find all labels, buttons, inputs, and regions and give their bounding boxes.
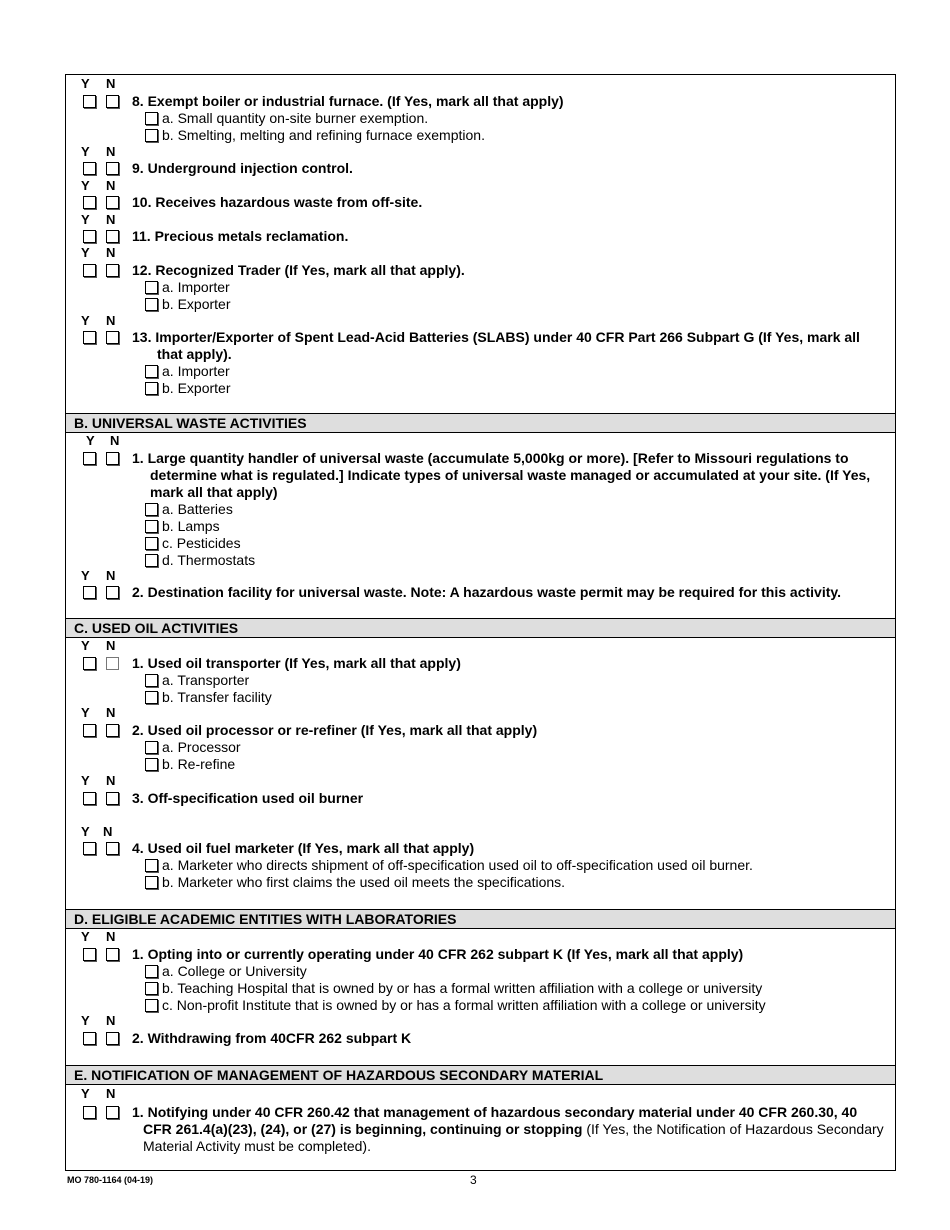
yes-header: Y — [81, 1086, 90, 1101]
section-b-item-1-label-line3: mark all that apply) — [150, 484, 278, 500]
item-13a-label: a. Importer — [162, 363, 230, 379]
section-b-item-1b-checkbox[interactable] — [145, 520, 158, 533]
section-b-item-2-label: 2. Destination facility for universal waste. Note: A hazardous waste permit may be required for this activity. — [132, 584, 842, 600]
no-header: N — [106, 76, 116, 91]
item-12b-label: b. Exporter — [162, 296, 231, 312]
section-c-item-3-no-checkbox[interactable] — [106, 792, 119, 805]
section-c-item-1b-checkbox[interactable] — [145, 691, 158, 704]
section-b-item-2-yes-checkbox[interactable] — [83, 586, 96, 599]
item-8b-checkbox[interactable] — [145, 129, 158, 142]
section-c-item-1a-checkbox[interactable] — [145, 674, 158, 687]
item-12a-checkbox[interactable] — [145, 281, 158, 294]
no-header: N — [106, 1013, 116, 1028]
section-c-item-3-label: 3. Off-specification used oil burner — [132, 790, 364, 806]
section-c-item-4a-label: a. Marketer who directs shipment of off-specification used oil to off-specification used oil burner. — [162, 857, 753, 873]
item-8a-label: a. Small quantity on-site burner exemption. — [162, 110, 429, 126]
section-c-item-2-label: 2. Used oil processor or re-refiner (If Yes, mark all that apply) — [132, 722, 538, 738]
section-b-item-1-label-line1: 1. Large quantity handler of universal waste (accumulate 5,000kg or more). [Refer to Missouri regulations to — [132, 450, 849, 466]
item-10-no-checkbox[interactable] — [106, 196, 119, 209]
section-e-item-1-label-line3: Material Activity must be completed). — [143, 1138, 371, 1154]
item-8a-checkbox[interactable] — [145, 112, 158, 125]
section-c-item-1b-label: b. Transfer facility — [162, 689, 272, 705]
section-d-item-1b-label: b. Teaching Hospital that is owned by or has a formal written affiliation with a college or university — [162, 980, 763, 996]
yes-header: Y — [81, 638, 90, 653]
section-b-item-2-no-checkbox[interactable] — [106, 586, 119, 599]
section-c-item-4-no-checkbox[interactable] — [106, 842, 119, 855]
item-8-label: 8. Exempt boiler or industrial furnace. (If Yes, mark all that apply) — [132, 93, 564, 109]
no-header: N — [106, 929, 116, 944]
item-13a-checkbox[interactable] — [145, 365, 158, 378]
section-d-item-1-no-checkbox[interactable] — [106, 948, 119, 961]
section-c-item-1-no-checkbox[interactable] — [106, 657, 119, 670]
section-d-item-1c-checkbox[interactable] — [145, 999, 158, 1012]
section-c-item-2a-label: a. Processor — [162, 739, 241, 755]
yes-header: Y — [81, 705, 90, 720]
section-c-item-2b-checkbox[interactable] — [145, 758, 158, 771]
item-13-label-line1: 13. Importer/Exporter of Spent Lead-Acid Batteries (SLABS) under 40 CFR Part 266 Subpart G (If Yes, mark all — [132, 329, 860, 345]
item-11-yes-checkbox[interactable] — [83, 230, 96, 243]
item-12-no-checkbox[interactable] — [106, 264, 119, 277]
no-header: N — [106, 773, 116, 788]
no-header: N — [106, 638, 116, 653]
no-header: N — [106, 313, 116, 328]
no-header: N — [103, 824, 113, 839]
no-header: N — [110, 433, 120, 448]
section-c-item-1-label: 1. Used oil transporter (If Yes, mark all that apply) — [132, 655, 461, 671]
yes-header: Y — [86, 433, 95, 448]
no-header: N — [106, 568, 116, 583]
item-8-no-checkbox[interactable] — [106, 95, 119, 108]
item-9-no-checkbox[interactable] — [106, 162, 119, 175]
item-13-yes-checkbox[interactable] — [83, 331, 96, 344]
item-8b-label: b. Smelting, melting and refining furnace exemption. — [162, 127, 485, 143]
yes-header: Y — [81, 1013, 90, 1028]
no-header: N — [106, 705, 116, 720]
section-c-item-2-yes-checkbox[interactable] — [83, 724, 96, 737]
section-c-header: C. USED OIL ACTIVITIES — [66, 618, 895, 638]
section-d-item-1c-label: c. Non-profit Institute that is owned by or has a formal written affiliation with a college or university — [162, 997, 766, 1013]
item-9-yes-checkbox[interactable] — [83, 162, 96, 175]
yes-header: Y — [81, 212, 90, 227]
section-e-item-1-label-line2: CFR 261.4(a)(23), (24), or (27) is beginning, continuing or stopping (If Yes, the Notification of Hazardous Secondary — [143, 1121, 884, 1137]
yes-header: Y — [81, 76, 90, 91]
yes-header: Y — [81, 313, 90, 328]
section-b-item-1a-checkbox[interactable] — [145, 503, 158, 516]
section-c-item-3-yes-checkbox[interactable] — [83, 792, 96, 805]
section-d-header: D. ELIGIBLE ACADEMIC ENTITIES WITH LABORATORIES — [66, 909, 895, 929]
form-code: MO 780-1164 (04-19) — [67, 1175, 154, 1185]
section-b-item-1-label-line2: determine what is regulated.] Indicate types of universal waste managed or accumulated at your site. (If Yes, — [150, 467, 871, 483]
item-13b-label: b. Exporter — [162, 380, 231, 396]
section-c-item-4b-checkbox[interactable] — [145, 876, 158, 889]
section-d-item-1-yes-checkbox[interactable] — [83, 948, 96, 961]
form-page-border — [65, 74, 896, 1171]
section-b-item-1b-label: b. Lamps — [162, 518, 220, 534]
section-c-item-2a-checkbox[interactable] — [145, 741, 158, 754]
yes-header: Y — [81, 824, 90, 839]
section-c-item-4b-label: b. Marketer who first claims the used oil meets the specifications. — [162, 874, 566, 890]
item-13-label-line2: that apply). — [157, 346, 232, 362]
section-b-item-1d-checkbox[interactable] — [145, 554, 158, 567]
section-b-item-1d-label: d. Thermostats — [162, 552, 256, 568]
item-10-label: 10. Receives hazardous waste from off-site. — [132, 194, 423, 210]
section-c-item-2-no-checkbox[interactable] — [106, 724, 119, 737]
section-b-header: B. UNIVERSAL WASTE ACTIVITIES — [66, 413, 895, 433]
section-b-item-1-yes-checkbox[interactable] — [83, 452, 96, 465]
section-d-item-2-label: 2. Withdrawing from 40CFR 262 subpart K — [132, 1030, 412, 1046]
section-c-item-4-yes-checkbox[interactable] — [83, 842, 96, 855]
item-13b-checkbox[interactable] — [145, 382, 158, 395]
section-d-item-1-label: 1. Opting into or currently operating under 40 CFR 262 subpart K (If Yes, mark all that apply) — [132, 946, 744, 962]
no-header: N — [106, 212, 116, 227]
yes-header: Y — [81, 929, 90, 944]
item-10-yes-checkbox[interactable] — [83, 196, 96, 209]
yes-header: Y — [81, 568, 90, 583]
section-b-item-1a-label: a. Batteries — [162, 501, 233, 517]
section-e-item-1-label-line1: 1. Notifying under 40 CFR 260.42 that management of hazardous secondary material under 40 CFR 260.30, 40 — [132, 1104, 858, 1120]
section-e-item-1-no-checkbox[interactable] — [106, 1106, 119, 1119]
item-11-label: 11. Precious metals reclamation. — [132, 228, 349, 244]
yes-header: Y — [81, 245, 90, 260]
section-d-item-1a-checkbox[interactable] — [145, 965, 158, 978]
section-d-item-1b-checkbox[interactable] — [145, 982, 158, 995]
item-12-label: 12. Recognized Trader (If Yes, mark all that apply). — [132, 262, 465, 278]
yes-header: Y — [81, 773, 90, 788]
section-d-item-2-no-checkbox[interactable] — [106, 1032, 119, 1045]
no-header: N — [106, 1086, 116, 1101]
item-12-yes-checkbox[interactable] — [83, 264, 96, 277]
item-9-label: 9. Underground injection control. — [132, 160, 353, 176]
no-header: N — [106, 178, 116, 193]
item-8-yes-checkbox[interactable] — [83, 95, 96, 108]
section-c-item-1-yes-checkbox[interactable] — [83, 657, 96, 670]
no-header: N — [106, 245, 116, 260]
section-c-item-4a-checkbox[interactable] — [145, 859, 158, 872]
yes-header: Y — [81, 144, 90, 159]
item-11-no-checkbox[interactable] — [106, 230, 119, 243]
item-12b-checkbox[interactable] — [145, 298, 158, 311]
no-header: N — [106, 144, 116, 159]
page-number: 3 — [470, 1173, 477, 1187]
yes-header: Y — [81, 178, 90, 193]
section-b-item-1-no-checkbox[interactable] — [106, 452, 119, 465]
section-b-item-1c-label: c. Pesticides — [162, 535, 241, 551]
section-d-item-2-yes-checkbox[interactable] — [83, 1032, 96, 1045]
section-c-item-1a-label: a. Transporter — [162, 672, 250, 688]
section-d-item-1a-label: a. College or University — [162, 963, 307, 979]
section-c-item-2b-label: b. Re-refine — [162, 756, 236, 772]
section-c-item-4-label: 4. Used oil fuel marketer (If Yes, mark all that apply) — [132, 840, 475, 856]
section-e-header: E. NOTIFICATION OF MANAGEMENT OF HAZARDOUS SECONDARY MATERIAL — [66, 1065, 895, 1085]
section-b-item-1c-checkbox[interactable] — [145, 537, 158, 550]
item-13-no-checkbox[interactable] — [106, 331, 119, 344]
section-e-item-1-yes-checkbox[interactable] — [83, 1106, 96, 1119]
item-12a-label: a. Importer — [162, 279, 230, 295]
